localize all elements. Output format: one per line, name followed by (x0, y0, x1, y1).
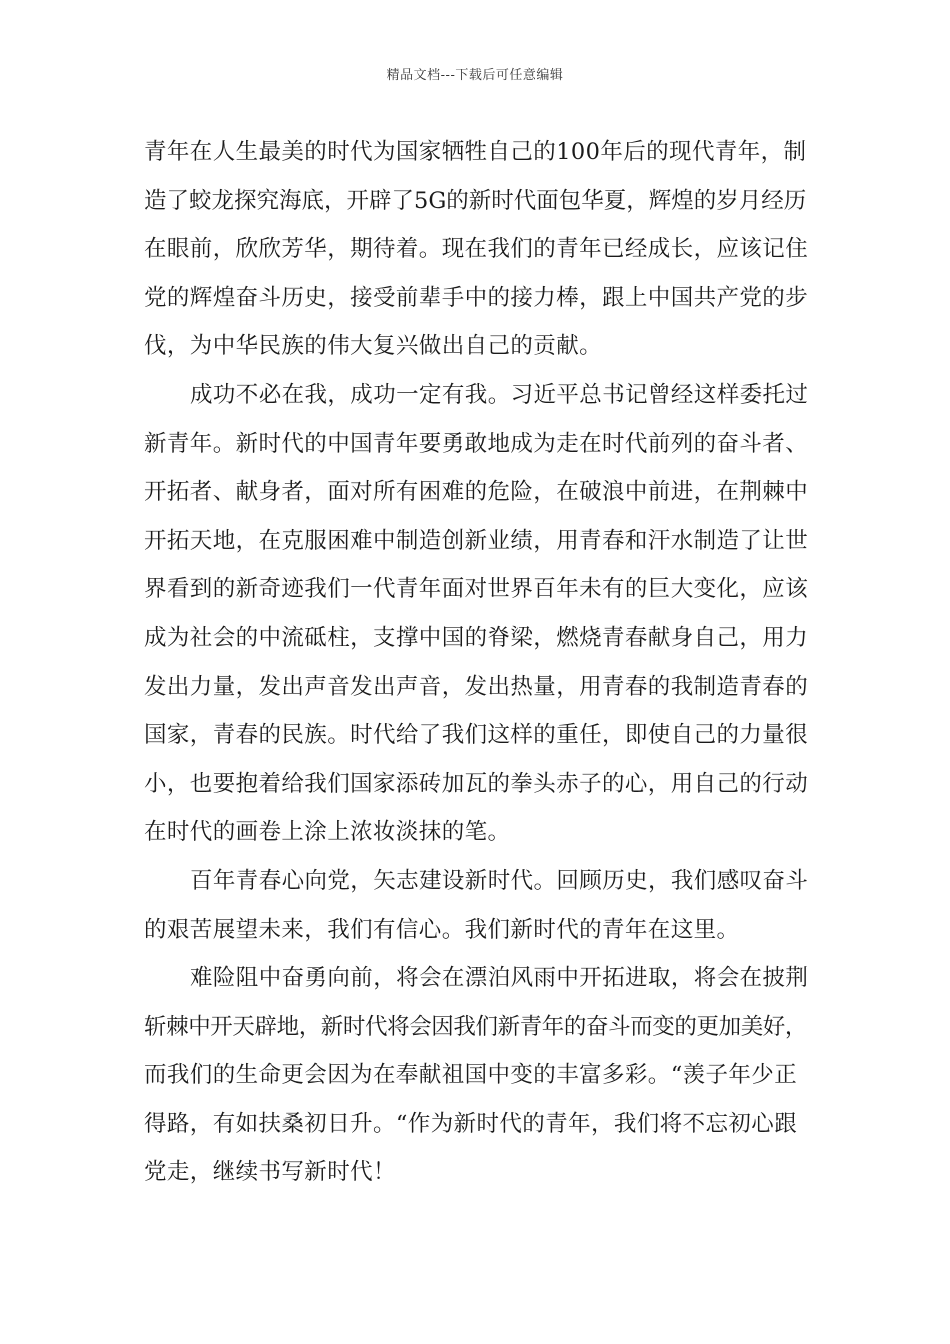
paragraph-start-line: 成功不必在我，成功一定有我。习近平总书记曾经这样委托过 (190, 381, 809, 408)
text-line: 而我们的生命更会因为在奉献祖国中变的丰富多彩。“羡子年少正 (144, 1062, 798, 1089)
paragraph-start-line: 百年青春心向党，矢志建设新时代。回顾历史，我们感叹奋斗 (190, 867, 809, 894)
text-line: 小，也要抱着给我们国家添砖加瓦的拳头赤子的心，用自己的行动 (144, 770, 809, 797)
text-line: 开拓者、献身者，面对所有困难的危险，在破浪中前进，在荆棘中 (144, 479, 809, 506)
text-line: 党的辉煌奋斗历史，接受前辈手中的接力棒，跟上中国共产党的步 (144, 284, 809, 311)
text-line: 的艰苦展望未来，我们有信心。我们新时代的青年在这里。 (144, 916, 740, 943)
text-line: 开拓天地，在克服困难中制造创新业绩，用青春和汗水制造了让世 (144, 527, 809, 554)
text-line: 党走，继续书写新时代！ (144, 1159, 396, 1186)
text-line: 得路，有如扶桑初日升。“作为新时代的青年，我们将不忘初心跟 (144, 1110, 798, 1137)
text-line: 斩棘中开天辟地，新时代将会因我们新青年的奋斗而变的更加美好， (144, 1013, 808, 1040)
body-text (144, 128, 808, 1197)
text-line: 在眼前，欣欣芳华，期待着。现在我们的青年已经成长，应该记住 (144, 236, 809, 263)
text-line: 新青年。新时代的中国青年要勇敢地成为走在时代前列的奋斗者、 (144, 430, 809, 457)
paragraph-start-line: 难险阻中奋勇向前，将会在漂泊风雨中开拓进取，将会在披荆 (190, 965, 809, 992)
text-line: 发出力量，发出声音发出声音，发出热量，用青春的我制造青春的 (144, 673, 809, 700)
text-line: 成为社会的中流砥柱，支撑中国的脊梁，燃烧青春献身自己，用力 (144, 624, 809, 651)
text-line: 国家，青春的民族。时代给了我们这样的重任，即使自己的力量很 (144, 722, 809, 749)
text-line: 界看到的新奇迹我们一代青年面对世界百年未有的巨大变化，应该 (144, 576, 809, 603)
text-line: 在时代的画卷上涂上浓妆淡抹的笔。 (144, 819, 511, 846)
text-line: 伐，为中华民族的伟大复兴做出自己的贡献。 (144, 333, 603, 360)
text-line: 青年在人生最美的时代为国家牺牲自己的100年后的现代青年，制 (144, 139, 807, 165)
page-header: 精品文档---下载后可任意编辑 (386, 68, 564, 83)
text-line: 造了蛟龙探究海底，开辟了5G的新时代面包华夏，辉煌的岁月经历 (144, 187, 807, 214)
